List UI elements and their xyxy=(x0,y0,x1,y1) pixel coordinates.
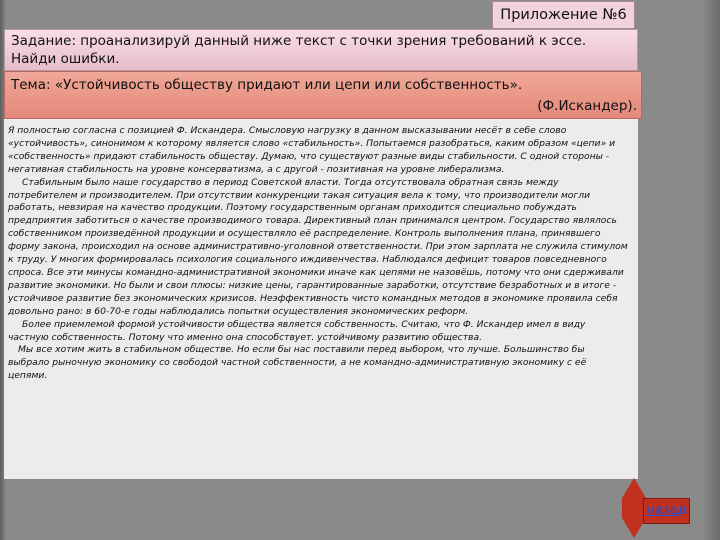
right-frame xyxy=(702,0,720,540)
essay-paragraph-4: Мы все хотим жить в стабильном обществе. Но если бы нас поставили перед выбором, что лучше. Большинство бы выбрало рыночную экономику со свободой частной собственности, а не командно-административную экономику с её цепями. xyxy=(8,344,587,382)
theme-author: (Ф.Искандер). xyxy=(537,98,637,114)
theme-box xyxy=(4,71,642,119)
theme-text: Тема: «Устойчивость обществу придают или цепи или собственность». xyxy=(11,77,523,93)
essay-paragraph-3: Более приемлемой формой устойчивости общества является собственность. Считаю, что Ф. Искандер имел в виду частную собственность. Потому что именно она способствует. устойчивому развитию общества. xyxy=(8,318,586,343)
task-text: Задание: проанализируй данный ниже текст с точки зрения требований к эссе. Найди ошибки. xyxy=(11,33,587,67)
essay-paragraph-2: Стабильным было наше государство в период Советской власти. Тогда отсутствовала обратная связь между потребителем и производителем. При отсутствии конкуренции такая ситуация вела к тому, что производители могли работать, невзирая на качество продукции. Поэтому государственным органам приходится специально побуждать предприятия заботиться о качестве производимого товара. Директивный план принимался центром. Государство являлось собственником произведённой продукции и осуществляло её распределение. Контроль выполнения плана, принявшего форму закона, происходил на основе административно-уголовной ответственности. При этом зарплата не служила стимулом к труду. У многих формировалась психология социального иждивенчества. Наблюдался дефицит товаров повседневного спроса. Все эти минусы командно-административной экономики иначе как цепями не назовёшь, потому что они сдерживали развитие экономики. Но были и свои плюсы: низкие цены, гарантированные заработки, отсутствие безработных и в итоге - устойчивое развитие без экономических кризисов. Неэффективность чисто командных методов в экономике проявила себя довольно рано: в 60-70-е годы наблюдались попытки осуществления экономических реформ. xyxy=(8,176,628,317)
appendix-label: Приложение №6 xyxy=(492,1,635,29)
essay-paragraph-1: Я полностью согласна с позицией Ф. Искандера. Смысловую нагрузку в данном высказывании несёт в себе слово «устойчивость», синонимом к которому является слово «стабильность». Попытаемся разобраться, каким образом «цепи» и «собственность» придают стабильность обществу. Думаю, что существуют разные виды стабильности. С одной стороны - негативная стабильность на уровне консерватизма, а с другой - позитивная на уровне либерализма. xyxy=(8,125,616,175)
back-arrow-top[interactable] xyxy=(622,478,646,498)
back-button[interactable]: назад xyxy=(643,498,690,524)
task-box xyxy=(4,29,638,71)
essay-text xyxy=(4,119,638,479)
